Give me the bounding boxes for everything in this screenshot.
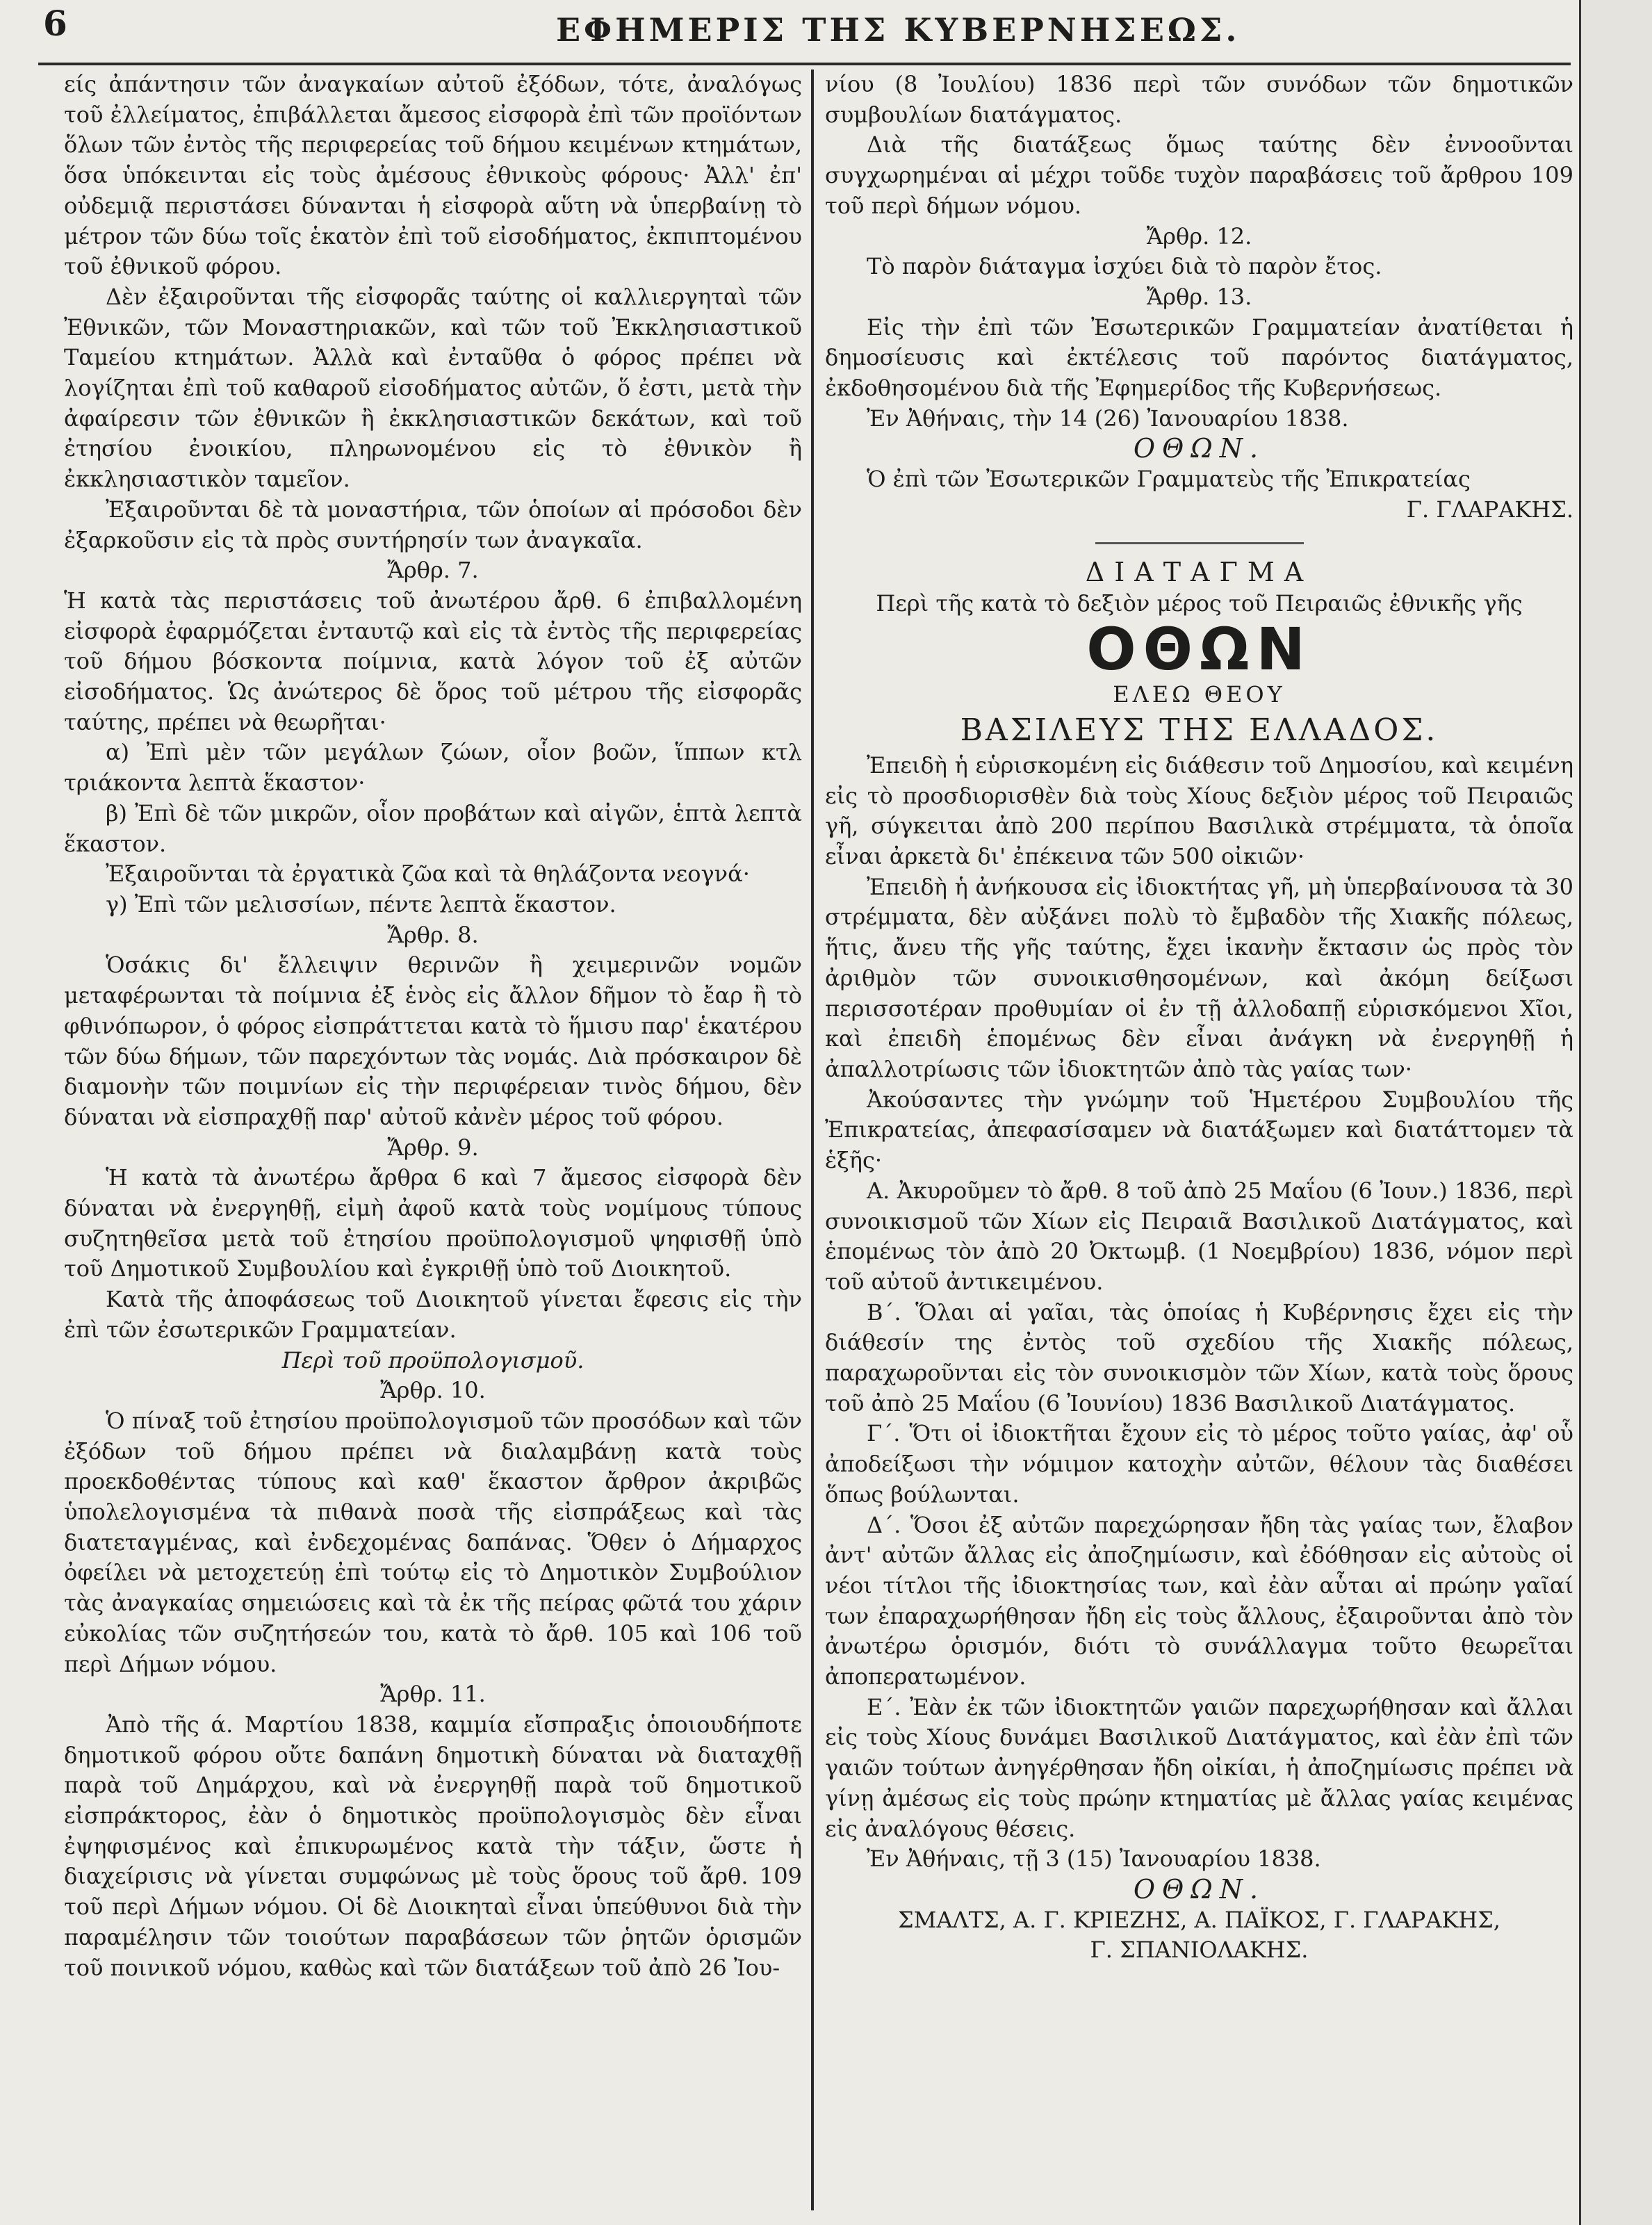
paragraph: Α. Ἀκυροῦμεν τὸ ἄρθ. 8 τοῦ ἀπὸ 25 Μαΐου (6 Ἰουν.) 1836, περὶ συνοικισμοῦ τῶν Χίων εἰς Πειραιᾶ Βασιλικοῦ Διατάγματος, καὶ ἑπομένως τὸν ἀπὸ 20 Ὀκτωμβ. (1 Νοεμβρίου) 1836, νόμον περὶ τοῦ αὐτοῦ ἀντικειμένου. xyxy=(825,1177,1573,1295)
king-name-heading: ΟΘΩΝ xyxy=(1086,615,1312,684)
paragraph: Ἐπειδὴ ἡ εὑρισκομένη εἰς διάθεσιν τοῦ Δημοσίου, καὶ κειμένη εἰς τὸ προσδιορισθὲν διὰ τοὺς Χίους δεξιὸν μέρος τοῦ Πειραιῶς γῆ, σύγκειται ἀπὸ 200 περίπου Βασιλικὰ στρέμματα, τὰ ὁποῖα εἶναι ἀρκετὰ δι' ἐπέκεινα τῶν 500 οἰκιῶν· xyxy=(825,751,1573,870)
section-heading: Περὶ τοῦ προϋπολογισμοῦ. xyxy=(281,1346,584,1374)
paragraph: Δ΄. Ὅσοι ἐξ αὐτῶν παρεχώρησαν ἤδη τὰς γαίας των, ἔλαβον ἀντ' αὐτῶν ἄλλας εἰς ἀποζημίωσιν, καὶ ἐδόθησαν εἰς αὐτοὺς οἱ νέοι τίτλοι τῆς ἰδιοκτησίας των, καὶ ἐὰν αὗται αἱ πρώην γαῖαί των ἐπαραχωρήθησαν ἤδη εἰς τοὺς ἄλλους, ἐξαιροῦνται ἀπὸ τὸν ἀνωτέρω ὁρισμόν, διότι τὸ συνάλλαγμα τοῦτο θεωρεῖται ἀποπερατωμένον. xyxy=(825,1511,1573,1690)
article-heading: Ἄρθρ. 9. xyxy=(387,1134,479,1161)
royal-signature: ΟΘΩΝ. xyxy=(1133,433,1266,464)
paragraph: Ἐξαιροῦνται δὲ τὰ μοναστήρια, τῶν ὁποίων αἱ πρόσοδοι δὲν ἐξαρκοῦσιν εἰς τὰ πρὸς συντήρησίν των ἀναγκαῖα. xyxy=(64,496,802,553)
paragraph: α) Ἐπὶ μὲν τῶν μεγάλων ζώων, οἷον βοῶν, ἵππων κτλ τριάκοντα λεπτὰ ἕκαστον· xyxy=(64,739,802,797)
paragraph: γ) Ἐπὶ τῶν μελισσίων, πέντε λεπτὰ ἕκαστον. xyxy=(106,890,616,918)
paragraph: Ἐπειδὴ ἡ ἀνήκουσα εἰς ἰδιοκτήτας γῆ, μὴ ὑπερβαίνουσα τὰ 30 στρέμματα, δὲν αὐξάνει πολὺ τὸ ἔμβαδὸν τῆς Χιακῆς πόλεως, ἥτις, ἄνευ τῆς γῆς ταύτης, ἔχει ἱκανὴν ἔκτασιν ὡς πρὸς τὸν ἀριθμὸν τῶν συνοικισθησομένων, καὶ ἀκόμη δείξωσι περισσοτέραν προθυμίαν οἱ ἐν τῇ ἀλλοδαπῇ εὑρισκόμενοι Χῖοι, καὶ ἐπειδὴ ἑπομένως δὲν εἶναι ἀνάγκη νὰ ἐνεργηθῇ ἡ ἀπαλλοτρίωσις τῶν ἰδιοκτητῶν ἀπὸ τὰς γαίας των· xyxy=(825,873,1573,1082)
king-title: ΒΑΣΙΛΕΥΣ ΤΗΣ ΕΛΛΑΔΟΣ. xyxy=(960,712,1439,748)
article-heading: Ἄρθρ. 8. xyxy=(387,921,479,948)
article-heading: Ἄρθρ. 7. xyxy=(387,557,479,584)
minister-title: Ὁ ἐπὶ τῶν Ἐσωτερικῶν Γραμματεὺς τῆς Ἐπικρατείας xyxy=(867,466,1471,493)
article-heading: Ἄρθρ. 10. xyxy=(380,1377,486,1404)
paragraph: είς ἀπάντησιν τῶν ἀναγκαίων αὐτοῦ ἐξόδων, τότε, ἀναλόγως τοῦ ἐλλείματος, ἐπιβάλλεται ἄμεσος εἰσφορὰ ἐπὶ τῶν προϊόντων ὅλων τῶν ἐντὸς τῆς περιφερείας τοῦ δήμου κειμένων κτημάτων, ὅσα ὑπόκεινται εἰς τοὺς ἀμέσους ἐθνικοὺς φόρους· Ἀλλ' ἐπ' οὐδεμιᾷ περιστάσει δύνανται ἡ εἰσφορὰ αὕτη νὰ ὑπερβαίνῃ τὸ μέτρον τῶν δύω τοῖς ἑκατὸν ἐπὶ τοῦ εἰσοδήματος, ἐκπιπτομένου τοῦ ἐθνικοῦ φόρου. xyxy=(64,71,802,280)
paragraph: Ἡ κατὰ τὰς περιστάσεις τοῦ ἀνωτέρου ἄρθ. 6 ἐπιβαλλομένη εἰσφορὰ ἐφαρμόζεται ἐνταυτῷ καὶ εἰς τὰ ἐντὸς τῆς περιφερείας τοῦ δήμου βόσκοντα ποίμνια, κατὰ λόγον τοῦ ἐξ αὐτῶν εἰσοδήματος. Ὡς ἀνώτερος δὲ ὅρος τοῦ μέτρου τῆς εἰσφορᾶς ταύτης, πρέπει νὰ θεωρῆται· xyxy=(64,587,802,735)
paragraph: Διὰ τῆς διατάξεως ὅμως ταύτης δὲν ἐννοοῦνται συγχωρημέναι αἱ μέχρι τοῦδε τυχὸν παραβάσεις τοῦ ἄρθρου 109 τοῦ περὶ δήμων νόμου. xyxy=(825,131,1573,219)
decree-subject: Περὶ τῆς κατὰ τὸ δεξιὸν μέρος τοῦ Πειραιῶς ἐθνικῆς γῆς xyxy=(876,589,1523,617)
page-number: 6 xyxy=(43,3,67,44)
paragraph: Ὁσάκις δι' ἔλλειψιν θερινῶν ἢ χειμερινῶν νομῶν μεταφέρωνται τὰ ποίμνια ἐξ ἑνὸς εἰς ἄλλον δῆμον τὸ ἔαρ ἢ τὸ φθινόπωρον, ὁ φόρος εἰσπράττεται κατὰ τὸ ἥμισυ παρ' ἑκατέρου τῶν δύω δήμων, τῶν παρεχόντων τὰς νομάς. Διὰ πρόσκαιρον δὲ διαμονὴν τῶν ποιμνίων εἰς τὴν περιφέρειαν τινὸς δήμου, δὲν δύναται νὰ εἰσπραχθῇ παρ' αὐτοῦ κἀνὲν μέρος τοῦ φόρου. xyxy=(64,952,802,1130)
header-rule xyxy=(38,63,1571,65)
paragraph: Ἀκούσαντες τὴν γνώμην τοῦ Ἡμετέρου Συμβουλίου τῆς Ἐπικρατείας, ἀπεφασίσαμεν νὰ διατάξωμεν καὶ διατάττομεν τὰ ἑξῆς· xyxy=(825,1086,1573,1174)
date-line: Ἐν Ἀθήναις, τὴν 14 (26) Ἰανουαρίου 1838. xyxy=(867,405,1349,432)
newspaper-title: ΕΦΗΜΕΡΙΣ ΤΗΣ ΚΥΒΕΡΝΗΣΕΩΣ. xyxy=(556,11,1241,49)
paragraph: Β΄. Ὅλαι αἱ γαῖαι, τὰς ὁποίας ἡ Κυβέρνησις ἔχει εἰς τὴν διάθεσίν της ἐντὸς τοῦ σχεδίου τῆς Χιακῆς πόλεως, παραχωροῦνται εἰς τὸν συνοικισμὸν τῶν Χίων, κατὰ τοὺς ὅρους τοῦ ἀπὸ 25 Μαΐου (6 Ἰουνίου) 1836 Βασιλικοῦ Διατάγματος. xyxy=(825,1298,1573,1417)
paragraph: Ἀπὸ τῆς ά. Μαρτίου 1838, καμμία εἴσπραξις ὁποιουδήποτε δημοτικοῦ φόρου οὔτε δαπάνη δημοτικὴ δύναται νὰ διαταχθῇ παρὰ τοῦ Δημάρχου, καὶ νὰ ἐνεργηθῇ παρὰ τοῦ δημοτικοῦ εἰσπράκτορος, ἐὰν ὁ δημοτικὸς προϋπολογισμὸς δὲν εἶναι ἐψηφισμένος καὶ ἐπικυρωμένος κατὰ τὴν τάξιν, ὥστε ἡ διαχείρισις νὰ γίνεται συμφώνως μὲ τοὺς ὅρους τοῦ ἄρθ. 109 τοῦ περὶ Δήμων νόμου. Οἱ δὲ Διοικηταὶ εἶναι ὑπεύθυνοι διὰ τὴν παραμέλησιν τῶν τοιούτων παραβάσεων τῶν ῥητῶν ὁρισμῶν τοῦ ποινικοῦ νόμου, καθὼς καὶ τῶν διατάξεων τοῦ ἀπὸ 26 Ἰου- xyxy=(64,1711,802,1981)
paragraph: β) Ἐπὶ δὲ τῶν μικρῶν, οἷον προβάτων καὶ αἰγῶν, ἑπτὰ λεπτὰ ἕκαστον. xyxy=(64,799,802,857)
left-column xyxy=(64,70,802,1983)
minister-name: Γ. ΓΛΑΡΑΚΗΣ. xyxy=(1406,496,1573,523)
ministers-signatures-continued: Γ. ΣΠΑΝΙΟΛΑΚΗΣ. xyxy=(1090,1937,1309,1964)
paragraph: Ἐξαιροῦνται τὰ ἐργατικὰ ζῶα καὶ τὰ θηλάζοντα νεογνά· xyxy=(106,861,750,888)
paragraph: Δὲν ἐξαιροῦνται τῆς εἰσφορᾶς ταύτης οἱ καλλιεργηταὶ τῶν Ἐθνικῶν, τῶν Μοναστηριακῶν, καὶ τῶν τοῦ Ἐκκλησιαστικοῦ Ταμείου κτημάτων. Ἀλλὰ καὶ ἐνταῦθα ὁ φόρος πρέπει νὰ λογίζηται ἐπὶ τοῦ καθαροῦ εἰσοδήματος αὐτῶν, ὅ ἐστι, μετὰ τὴν ἀφαίρεσιν τῶν ἐθνικῶν ἢ ἐκκλησιαστικῶν δεκάτων, καὶ τοῦ ἐτησίου ἐνοικίου, πληρωνομένου εἰς τὸ ἐθνικὸν ἢ ἐκκλησιαστικὸν ταμεῖον. xyxy=(64,283,802,493)
article-heading: Ἄρθρ. 12. xyxy=(1146,222,1252,250)
grace-line: ΕΛΕΩ ΘΕΟΥ xyxy=(1113,681,1286,708)
column-divider xyxy=(811,70,814,2210)
royal-signature: ΟΘΩΝ. xyxy=(1133,1873,1266,1905)
paragraph: Ὁ πίναξ τοῦ ἐτησίου προϋπολογισμοῦ τῶν προσόδων καὶ τῶν ἐξόδων τοῦ δήμου πρέπει νὰ διαλαμβάνῃ κατὰ τοὺς προεκδοθέντας τύπους καὶ καθ' ἕκαστον ἄρθρον ἀκριβῶς ὑπολελογισμένα τὰ πιθανὰ ποσὰ τῆς εἰσπράξεως καὶ τὰς διατεταγμένας, καὶ ἐνδεχομένας δαπάνας. Ὅθεν ὁ Δήμαρχος ὀφείλει νὰ μετοχετεύῃ ἐπὶ τούτῳ εἰς τὸ Δημοτικὸν Συμβούλιον τὰς ἀναγκαίας σημειώσεις καὶ τὰ ἐκ τῆς πείρας φῶτά του χάριν εὐκολίας τῶν συζητήσεών του, κατὰ τὸ ἄρθ. 105 καὶ 106 τοῦ περὶ Δήμων νόμου. xyxy=(64,1407,802,1677)
paragraph: Ε΄. Ἐὰν ἐκ τῶν ἰδιοκτητῶν γαιῶν παρεχωρήθησαν καὶ ἄλλαι εἰς τοὺς Χίους δυνάμει Βασιλικοῦ Διατάγματος, καὶ ἐὰν ἐπὶ τῶν γαιῶν τούτων ἀνηγέρθησαν ἤδη οἰκίαι, ἡ ἀποζημίωσις πρέπει νὰ γίνῃ ἀμέσως εἰς τοὺς πρώην κτηματίας μὲ ἄλλας γαίας κειμένας εἰς ἀναλόγους θέσεις. xyxy=(825,1693,1573,1842)
paragraph: Εἰς τὴν ἐπὶ τῶν Ἐσωτερικῶν Γραμματείαν ἀνατίθεται ἡ δημοσίευσις καὶ ἐκτέλεσις τοῦ παρόντος διατάγματος, ἐκδοθησομένου διὰ τῆς Ἐφημερίδος τῆς Κυβερνήσεως. xyxy=(825,313,1573,402)
article-heading: Ἄρθρ. 11. xyxy=(380,1681,486,1708)
paragraph: Ἡ κατὰ τὰ ἀνωτέρω ἄρθρα 6 καὶ 7 ἄμεσος εἰσφορὰ δὲν δύναται νὰ ἐνεργηθῇ, εἰμὴ ἀφοῦ κατὰ τοὺς νομίμους τύπους συζητηθεῖσα μετὰ τοῦ ἐτησίου προϋπολογισμοῦ ψηφισθῇ ὑπὸ τοῦ Δημοτικοῦ Συμβουλίου καὶ ἐγκριθῇ ὑπὸ τοῦ Διοικητοῦ. xyxy=(64,1164,802,1282)
article-heading: Ἄρθρ. 13. xyxy=(1146,283,1252,310)
paragraph: νίου (8 Ἰουλίου) 1836 περὶ τῶν συνόδων τῶν δημοτικῶν συμβουλίων διατάγματος. xyxy=(825,71,1573,128)
paragraph: Κατὰ τῆς ἀποφάσεως τοῦ Διοικητοῦ γίνεται ἔφεσις εἰς τὴν ἐπὶ τῶν ἐσωτερικῶν Γραμματείαν. xyxy=(64,1286,802,1343)
paragraph: Γ΄. Ὅτι οἱ ἰδιοκτῆται ἔχουν εἰς τὸ μέρος τοῦτο γαίας, ἀφ' οὗ ἀποδείξωσι τὴν νόμιμον κατοχὴν αὐτῶν, θέλουν τὰς διαθέσει ὅπως βούλωνται. xyxy=(825,1420,1573,1508)
ministers-signatures: ΣΜΑΛΤΣ, Α. Γ. ΚΡΙΕΖΗΣ, Α. ΠΑΪΚΟΣ, Γ. ΓΛΑΡΑΚΗΣ, xyxy=(898,1906,1500,1933)
right-column xyxy=(825,70,1573,1966)
paragraph: Τὸ παρὸν διάταγμα ἰσχύει διὰ τὸ παρὸν ἔτος. xyxy=(867,253,1382,280)
section-divider xyxy=(1095,542,1304,544)
date-line: Ἐν Ἀθήναις, τῇ 3 (15) Ἰανουαρίου 1838. xyxy=(867,1845,1321,1873)
adjacent-page-edge xyxy=(1579,0,1652,2225)
decree-heading: ΔΙΑΤΑΓΜΑ xyxy=(1085,556,1314,587)
